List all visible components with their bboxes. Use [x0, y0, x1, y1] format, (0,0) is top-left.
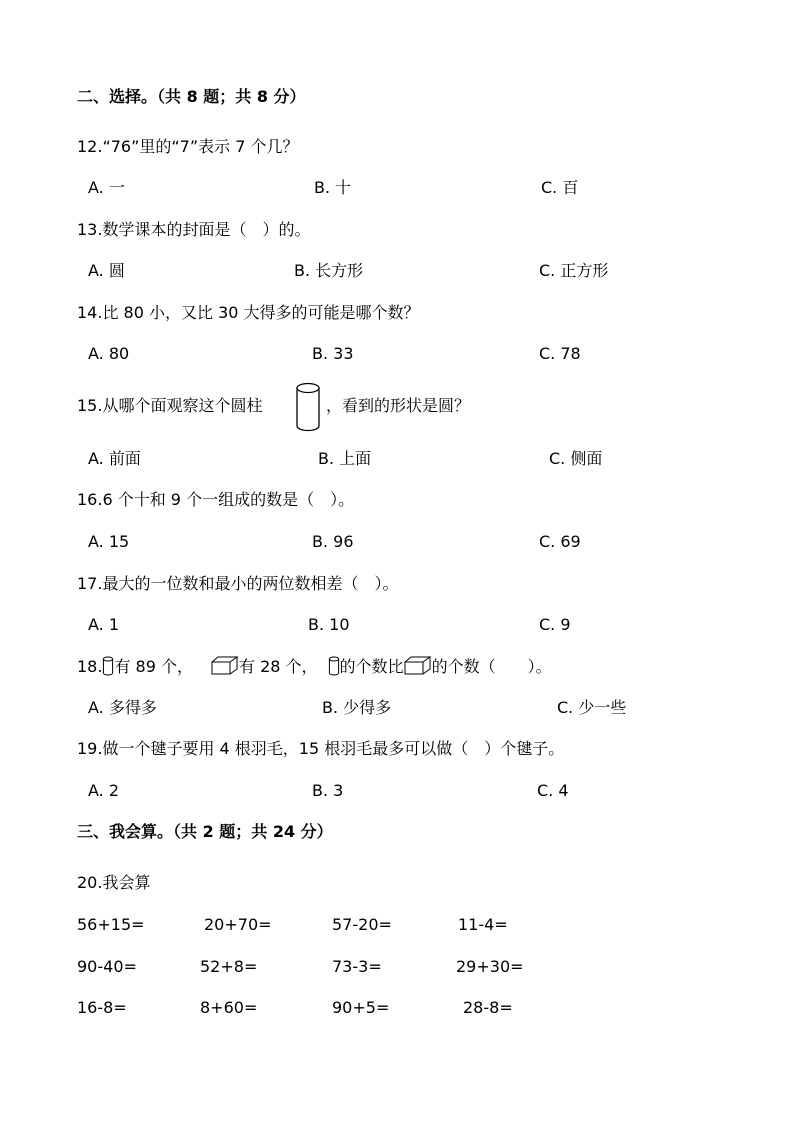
question-15-part2: ，看到的形状是圆？ — [326, 396, 471, 415]
q18-part4: 的个数（ ）。 — [431, 657, 552, 676]
cuboid-icon — [211, 656, 239, 676]
section-heading-calc: 三、我会算。（共 2 题；共 24 分） — [77, 822, 333, 841]
q19-option-a: A. 2 — [88, 781, 120, 800]
q17-option-a: A. 1 — [88, 615, 120, 634]
question-13: 13.数学课本的封面是（ ）的。 — [77, 220, 311, 239]
q14-option-a: A. 80 — [88, 344, 130, 363]
calc-item: 52+8= — [200, 957, 258, 976]
calc-item: 56+15= — [77, 915, 145, 934]
calc-item: 90-40= — [77, 957, 137, 976]
q15-option-b: B. 上面 — [318, 449, 372, 468]
calc-item: 16-8= — [77, 998, 127, 1017]
calc-item: 20+70= — [204, 915, 272, 934]
q12-option-a: A. 一 — [88, 178, 125, 197]
q16-option-c: C. 69 — [539, 532, 581, 551]
cylinder-icon — [294, 381, 322, 433]
q13-option-c: C. 正方形 — [539, 261, 609, 280]
q13-option-a: A. 圆 — [88, 261, 125, 280]
section-heading-choice: 二、选择。（共 8 题；共 8 分） — [77, 87, 306, 106]
q13-option-b: B. 长方形 — [294, 261, 364, 280]
q16-option-b: B. 96 — [312, 532, 354, 551]
q14-option-b: B. 33 — [312, 344, 354, 363]
question-16: 16.6 个十和 9 个一组成的数是（ ）。 — [77, 490, 355, 509]
q19-option-b: B. 3 — [312, 781, 344, 800]
q18-option-b: B. 少得多 — [322, 698, 392, 717]
q17-option-b: B. 10 — [308, 615, 350, 634]
calc-item: 8+60= — [200, 998, 258, 1017]
calc-item: 57-20= — [332, 915, 392, 934]
q19-option-c: C. 4 — [537, 781, 569, 800]
q17-option-c: C. 9 — [539, 615, 571, 634]
q15-option-a: A. 前面 — [88, 449, 141, 468]
calc-item: 11-4= — [458, 915, 508, 934]
calc-item: 28-8= — [463, 998, 513, 1017]
q18-part2: 有 28 个， — [239, 657, 318, 676]
q18-option-a: A. 多得多 — [88, 698, 157, 717]
q12-option-b: B. 十 — [314, 178, 352, 197]
cylinder-icon — [328, 656, 340, 676]
question-12: 12.“76”里的“7”表示 7 个几？ — [77, 137, 299, 156]
q18-prefix: 18. — [77, 657, 103, 676]
question-14: 14.比 80 小，又比 30 大得多的可能是哪个数？ — [77, 303, 420, 322]
q18-option-c: C. 少一些 — [557, 698, 627, 717]
question-18 — [77, 656, 552, 677]
q14-option-c: C. 78 — [539, 344, 581, 363]
q18-part3: 的个数比 — [339, 657, 404, 676]
calc-item: 29+30= — [456, 957, 524, 976]
question-19: 19.做一个毽子要用 4 根羽毛，15 根羽毛最多可以做（ ）个毽子。 — [77, 739, 565, 758]
q15-option-c: C. 侧面 — [549, 449, 603, 468]
calc-item: 73-3= — [332, 957, 382, 976]
question-17: 17.最大的一位数和最小的两位数相差（ ）。 — [77, 574, 399, 593]
q12-option-c: C. 百 — [541, 178, 579, 197]
question-15-part1: 15.从哪个面观察这个圆柱 — [77, 396, 263, 415]
question-20: 20.我会算 — [77, 873, 151, 892]
cylinder-icon — [102, 656, 114, 676]
calc-item: 90+5= — [332, 998, 390, 1017]
q16-option-a: A. 15 — [88, 532, 130, 551]
q18-part1: 有 89 个， — [114, 657, 193, 676]
cuboid-icon — [404, 656, 432, 676]
